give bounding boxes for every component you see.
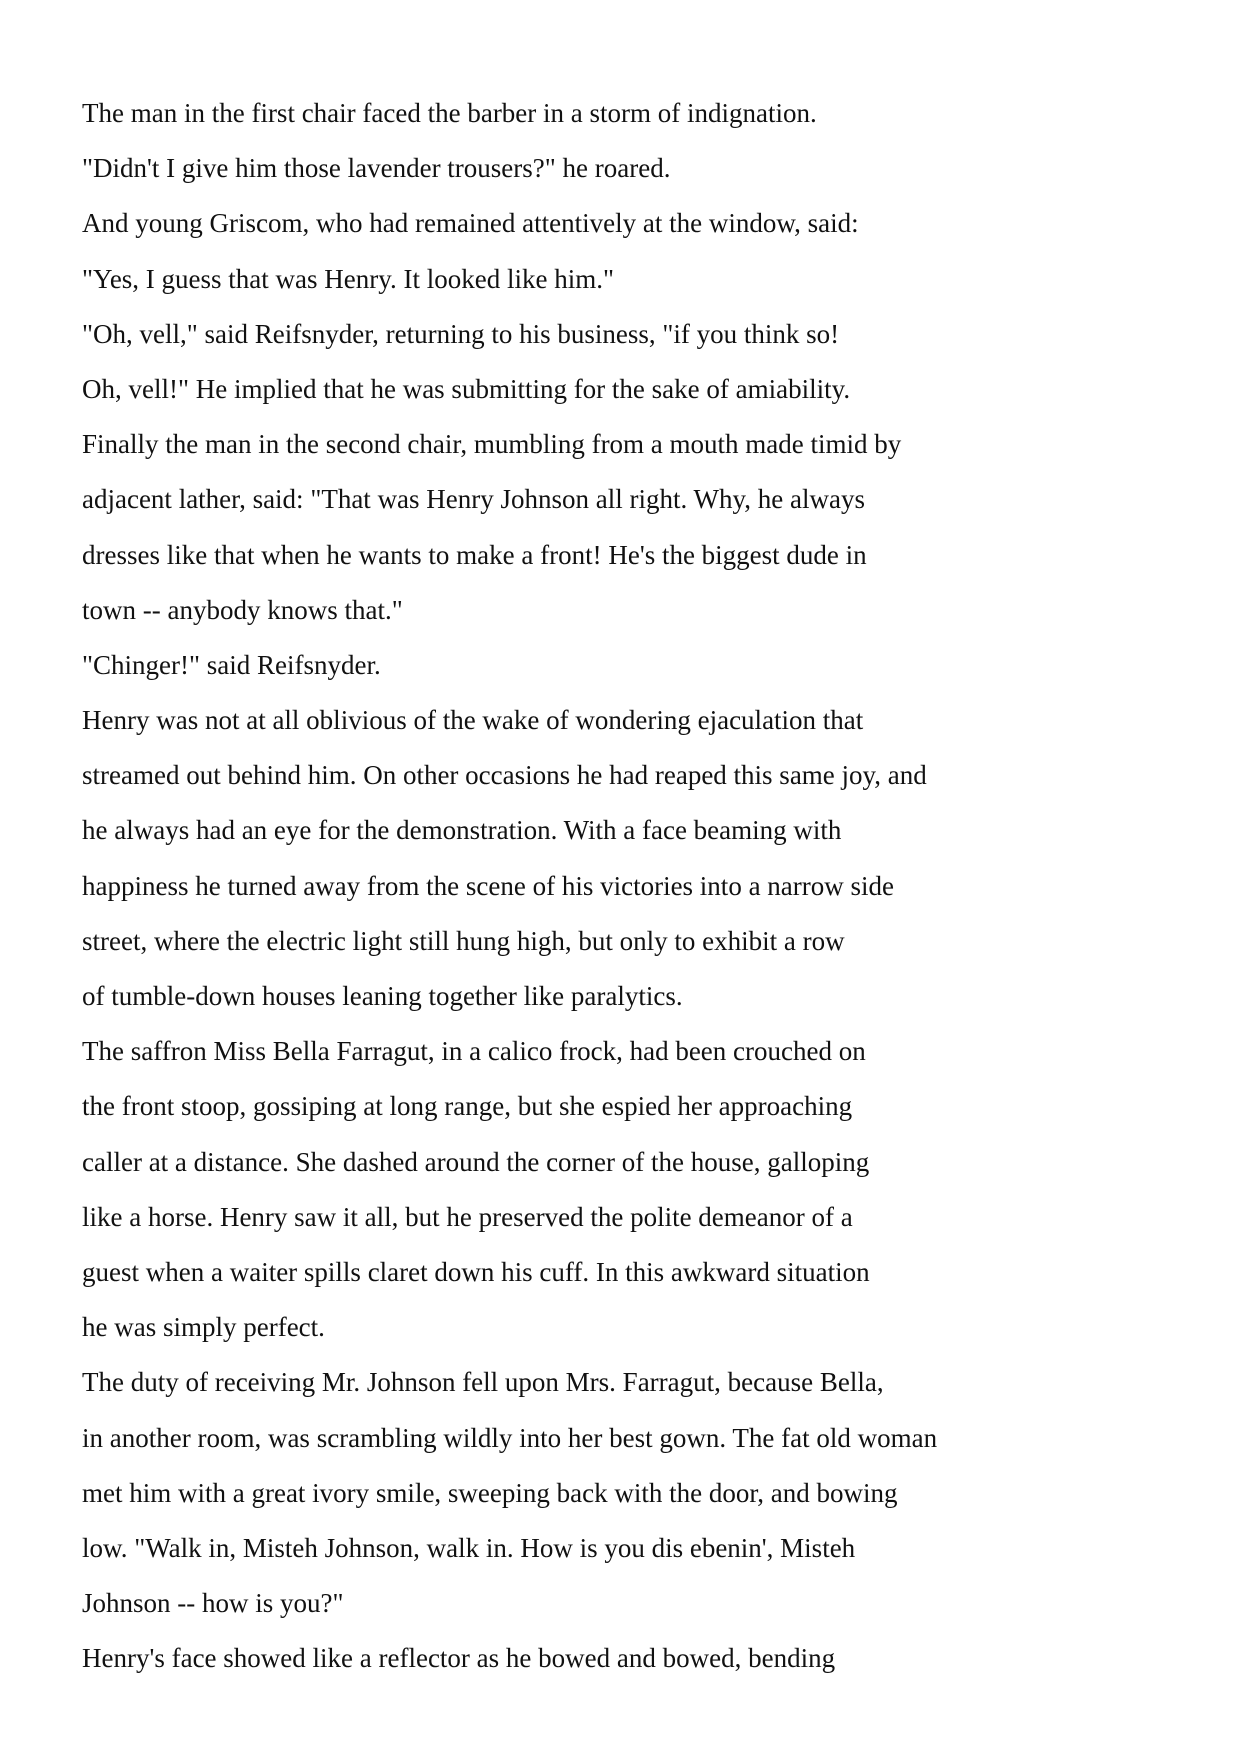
text-line: the front stoop, gossiping at long range, but she espied her approaching bbox=[82, 1091, 853, 1122]
text-line: Henry's face showed like a reflector as he bowed and bowed, bending bbox=[82, 1643, 836, 1674]
text-line: Finally the man in the second chair, mumbling from a mouth made timid by bbox=[82, 429, 902, 460]
text-line: caller at a distance. She dashed around the corner of the house, galloping bbox=[82, 1146, 870, 1177]
text-line: "Didn't I give him those lavender trousers?" he roared. bbox=[82, 153, 671, 184]
text-line: adjacent lather, said: "That was Henry Johnson all right. Why, he always bbox=[82, 484, 865, 515]
text-line: town -- anybody knows that." bbox=[82, 594, 403, 625]
body-text bbox=[82, 86, 1202, 1686]
text-line: The duty of receiving Mr. Johnson fell upon Mrs. Farragut, because Bella, bbox=[82, 1367, 884, 1398]
text-line: guest when a waiter spills claret down his cuff. In this awkward situation bbox=[82, 1256, 870, 1287]
text-line: street, where the electric light still hung high, but only to exhibit a row bbox=[82, 925, 845, 956]
text-line: Johnson -- how is you?" bbox=[82, 1588, 344, 1619]
text-line: he was simply perfect. bbox=[82, 1312, 325, 1343]
text-line: "Oh, vell," said Reifsnyder, returning to his business, "if you think so! bbox=[82, 318, 840, 349]
text-line: low. "Walk in, Misteh Johnson, walk in. How is you dis ebenin', Misteh bbox=[82, 1532, 856, 1563]
text-line: of tumble-down houses leaning together like paralytics. bbox=[82, 981, 683, 1011]
text-line: happiness he turned away from the scene of his victories into a narrow side bbox=[82, 870, 895, 901]
text-line: Henry was not at all oblivious of the wake of wondering ejaculation that bbox=[82, 705, 864, 736]
text-line: streamed out behind him. On other occasions he had reaped this same joy, and bbox=[82, 760, 927, 791]
text-line: dresses like that when he wants to make a front! He's the biggest dude in bbox=[82, 539, 867, 570]
text-line: he always had an eye for the demonstration. With a face beaming with bbox=[82, 815, 842, 846]
text-line: "Chinger!" said Reifsnyder. bbox=[82, 649, 381, 680]
text-line: met him with a great ivory smile, sweeping back with the door, and bowing bbox=[82, 1477, 898, 1508]
text-line: And young Griscom, who had remained attentively at the window, said: bbox=[82, 208, 859, 239]
text-line: Oh, vell!" He implied that he was submitting for the sake of amiability. bbox=[82, 373, 851, 404]
text-line: The saffron Miss Bella Farragut, in a calico frock, had been crouched on bbox=[82, 1036, 866, 1067]
text-line: in another room, was scrambling wildly into her best gown. The fat old woman bbox=[82, 1422, 938, 1453]
text-line: like a horse. Henry saw it all, but he preserved the polite demeanor of a bbox=[82, 1201, 853, 1232]
text-line: The man in the first chair faced the barber in a storm of indignation. bbox=[82, 98, 817, 128]
text-line: "Yes, I guess that was Henry. It looked like him." bbox=[82, 263, 614, 294]
